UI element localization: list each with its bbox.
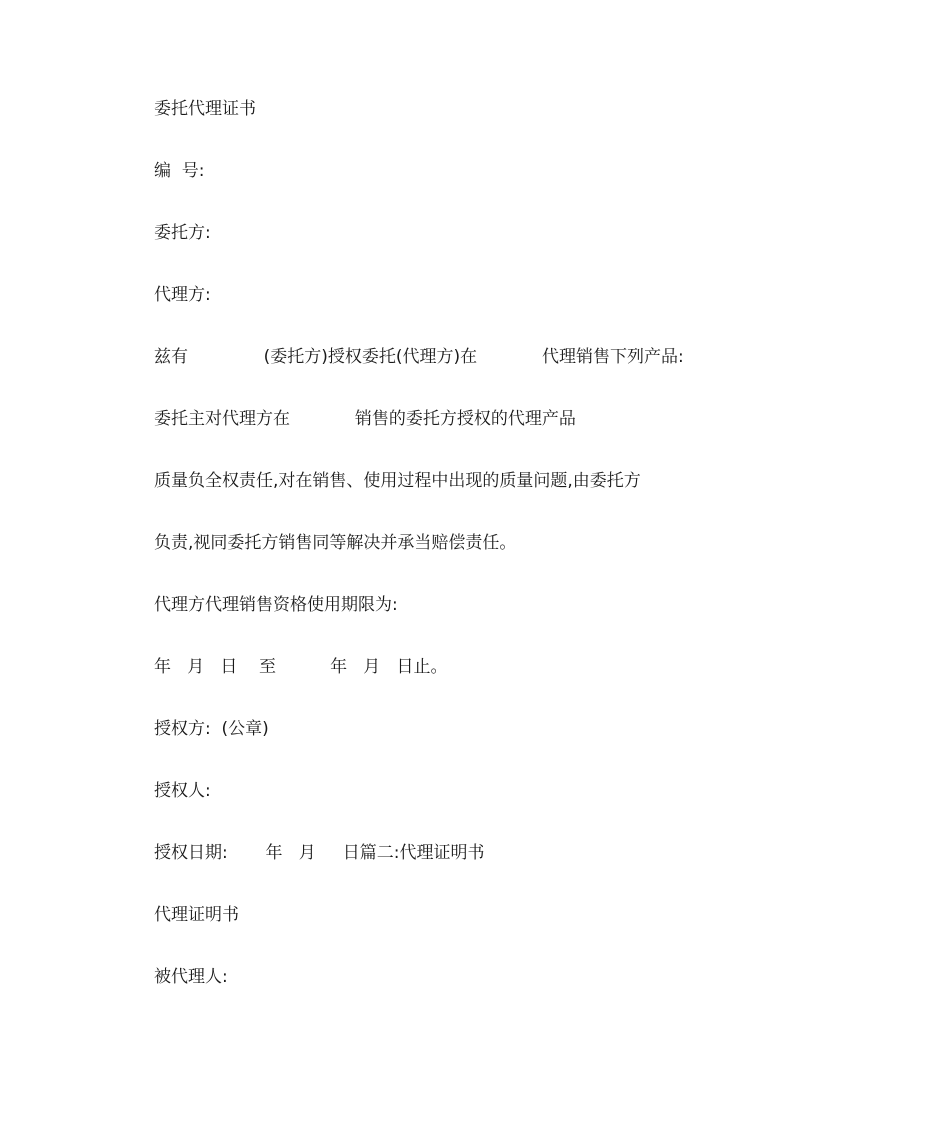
- principal-label: 委托方:: [154, 223, 211, 243]
- authorization-clause: 兹有 (委托方)授权委托(代理方)在 代理销售下列产品:: [154, 347, 684, 367]
- serial-number-label: 编 号:: [154, 161, 205, 181]
- validity-period-dates: 年 月 日 至 年 月 日止。: [154, 657, 448, 677]
- responsibility-clause-3: 负责,视同委托方销售同等解决并承当赔偿责任。: [154, 533, 517, 553]
- authorized-person-label: 授权人:: [154, 781, 211, 801]
- principal-party-label: 被代理人:: [154, 967, 228, 987]
- authorization-date-line: 授权日期: 年 月 日篇二:代理证明书: [154, 843, 485, 863]
- responsibility-clause-1: 委托主对代理方在 销售的委托方授权的代理产品: [154, 409, 576, 429]
- validity-period-label: 代理方代理销售资格使用期限为:: [154, 595, 398, 615]
- responsibility-clause-2: 质量负全权责任,对在销售、使用过程中出现的质量问题,由委托方: [154, 471, 641, 491]
- section-title: 代理证明书: [154, 905, 239, 925]
- authorizer-seal-label: 授权方: (公章): [154, 719, 269, 739]
- document-title: 委托代理证书: [154, 99, 256, 119]
- agent-label: 代理方:: [154, 285, 211, 305]
